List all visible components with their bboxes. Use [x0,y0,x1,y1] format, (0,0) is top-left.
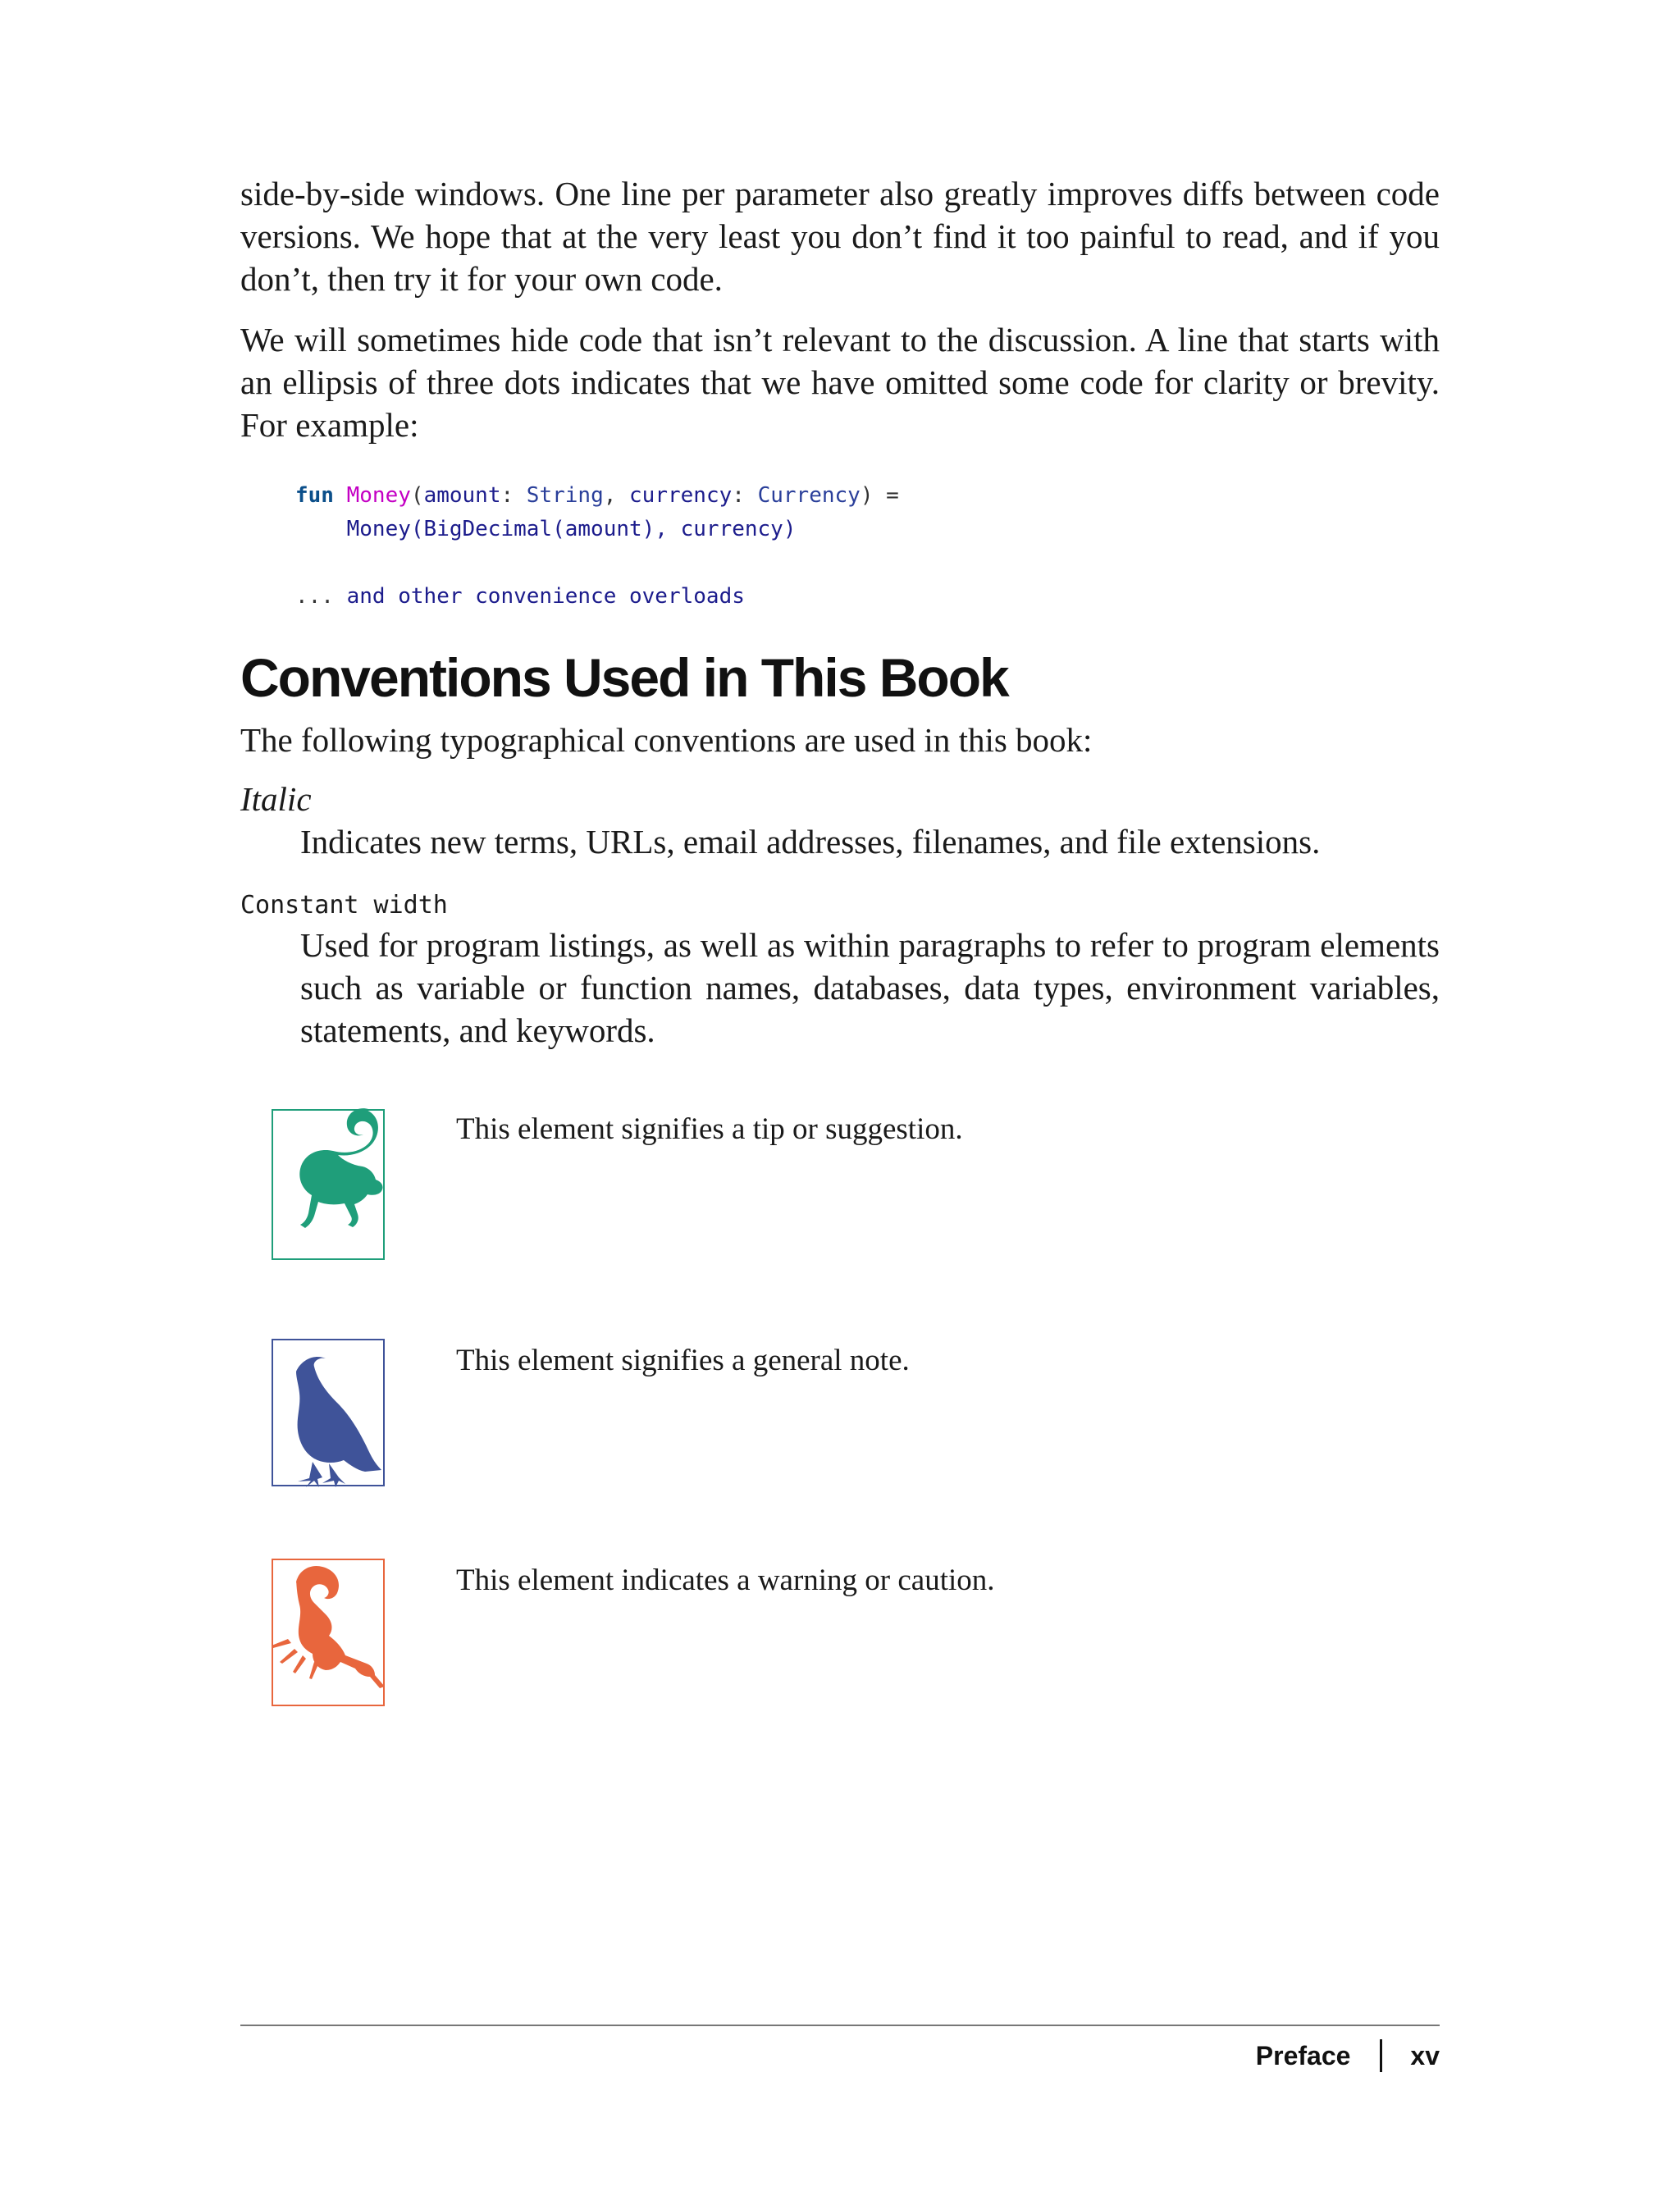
note-text: This element signifies a general note. [456,1344,910,1377]
page-number: xv [1410,2041,1440,2070]
code-punctuation: ) = [860,483,899,508]
footer-divider [240,2025,1440,2026]
code-type: String [526,483,604,508]
note-admonition [240,1339,1440,1503]
code-keyword: fun [295,483,334,508]
body-paragraph: side-by-side windows. One line per parameter also greatly improves diffs between code versions. We hope that at the very least you don’t find it too painful to read, and if you don’t, then try it for your own code. [240,175,1440,298]
warning-admonition [240,1559,1440,1723]
code-line [295,513,1440,546]
footer-section-name: Preface [1255,2041,1351,2070]
convention-term-constant-width: Constant width [240,891,448,920]
page-footer [1256,2037,1440,2075]
conventions-list [240,778,1440,1052]
code-line [295,580,1440,614]
code-ellipsis: ... [295,584,334,609]
warning-text: This element indicates a warning or caution. [456,1564,995,1597]
code-function-name: Money [346,483,411,508]
code-punctuation: , [603,483,630,508]
code-parameter: amount [423,483,501,508]
code-punctuation: : [732,483,758,508]
footer-separator [1380,2039,1382,2072]
crow-note-icon [272,1339,395,1491]
code-punctuation: : [500,483,527,508]
tip-admonition [240,1107,1440,1271]
body-paragraph: We will sometimes hide code that isn’t relevant to the discussion. A line that starts with an ellipsis of three dots indicates that we have omitted some code for clarity or brevity. For example: [240,321,1440,444]
code-call: Money(BigDecimal(amount), currency) [346,517,797,541]
code-blank-line [295,546,1440,580]
code-parameter: currency [629,483,733,508]
code-type: Currency [757,483,861,508]
page-content [240,172,1440,1052]
scorpion-warning-icon [272,1559,395,1710]
lemur-tip-icon [272,1107,395,1259]
code-comment: and other convenience overloads [333,584,745,609]
code-punctuation: ( [410,483,424,508]
code-line [295,479,1440,513]
convention-description: Indicates new terms, URLs, email addresses, filenames, and file extensions. [300,823,1321,861]
convention-description: Used for program listings, as well as within paragraphs to refer to program elements such as variable or function names, databases, data types, environment variables, statements, and keywords. [300,926,1440,1049]
code-listing [295,479,1440,614]
convention-term-italic: Italic [240,780,312,818]
section-heading: Conventions Used in This Book [240,647,1008,708]
tip-text: This element signifies a tip or suggestion. [456,1112,963,1146]
code-indent [295,517,347,541]
section-intro: The following typographical conventions are used in this book: [240,721,1093,759]
